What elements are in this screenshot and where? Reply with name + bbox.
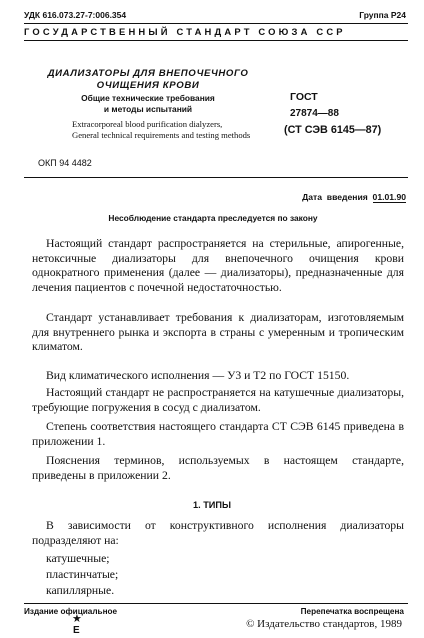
subtitle-line-1: Общие технические требования bbox=[81, 93, 215, 103]
copyright-notice: © Издательство стандартов, 1989 bbox=[246, 618, 402, 630]
title-line-1: ДИАЛИЗАТОРЫ ДЛЯ ВНЕПОЧЕЧНОГО bbox=[47, 68, 249, 79]
paragraph-terms: Пояснения терминов, используемых в настоящем стандарте, приведены в приложении 2. bbox=[32, 454, 404, 482]
header-rule-bottom bbox=[24, 40, 408, 41]
header-rule-top bbox=[24, 23, 408, 24]
reprint-prohibited-label: Перепечатка воспрещена bbox=[300, 607, 404, 616]
section-title-types: 1. ТИПЫ bbox=[192, 500, 232, 510]
list-item: капиллярные. bbox=[46, 584, 115, 597]
paragraph-compliance: Степень соответствия настоящего стандарта СТ СЭВ 6145 приведена в приложении 1. bbox=[32, 420, 404, 448]
title-rule bbox=[24, 177, 408, 178]
standard-banner: ГОСУДАРСТВЕННЫЙ СТАНДАРТ СОЮЗА ССР bbox=[24, 26, 346, 37]
paragraph-scope: Настоящий стандарт распространяется на стерильные, апирогенные, нетоксичные диализаторы для внепочечного очищения крови однократного применения (далее — диализаторы), предназначенные для лечения пациентов с почечной недостаточностью. bbox=[32, 237, 404, 294]
section-intro: В зависимости от конструктивного исполнения диализаторы подразделяют на: bbox=[32, 519, 404, 547]
group-code: Группа Р24 bbox=[359, 10, 406, 20]
introduction-date bbox=[302, 192, 406, 202]
official-edition-label: Издание официальное bbox=[24, 607, 118, 616]
date-intro-label: введения bbox=[326, 192, 368, 202]
english-title bbox=[72, 119, 302, 141]
english-title-line-1: Extracorporeal blood purification dialyzers, bbox=[72, 119, 223, 129]
title-line-2: ОЧИЩЕНИЯ КРОВИ bbox=[96, 80, 200, 91]
footer-rule bbox=[24, 603, 408, 604]
udk-code: УДК 616.073.27-7:006.354 bbox=[24, 10, 127, 20]
star-icon: ★ bbox=[72, 613, 82, 625]
date-label: Дата bbox=[302, 192, 323, 202]
document-title bbox=[38, 68, 258, 114]
english-title-line-2: General technical requirements and testing methods bbox=[72, 130, 251, 140]
okp-code: ОКП 94 4482 bbox=[38, 158, 92, 168]
st-sev-number: (СТ СЭВ 6145—87) bbox=[284, 124, 382, 136]
list-item: пластинчатые; bbox=[46, 568, 119, 581]
list-item: катушечные; bbox=[46, 552, 110, 565]
legal-notice: Несоблюдение стандарта преследуется по закону bbox=[108, 213, 318, 223]
date-value: 01.01.90 bbox=[372, 192, 406, 202]
paragraph-exclusion: Настоящий стандарт не распространяется на катушечные диализаторы, требующие погружения в сосуд с диализатом. bbox=[32, 386, 404, 414]
paragraph-climate: Вид климатического исполнения — У3 и Т2 по ГОСТ 15150. bbox=[46, 369, 350, 382]
gost-label: ГОСТ bbox=[290, 91, 318, 103]
subtitle-line-2: и методы испытаний bbox=[103, 104, 193, 114]
gost-number: 27874—88 bbox=[290, 108, 339, 119]
paragraph-requirements: Стандарт устанавливает требования к диализаторам, изготовляемым для внутреннего рынка и экспорта в страны с умеренным и тропическим климатом. bbox=[32, 311, 404, 354]
letter-e-mark: Е bbox=[73, 625, 80, 636]
